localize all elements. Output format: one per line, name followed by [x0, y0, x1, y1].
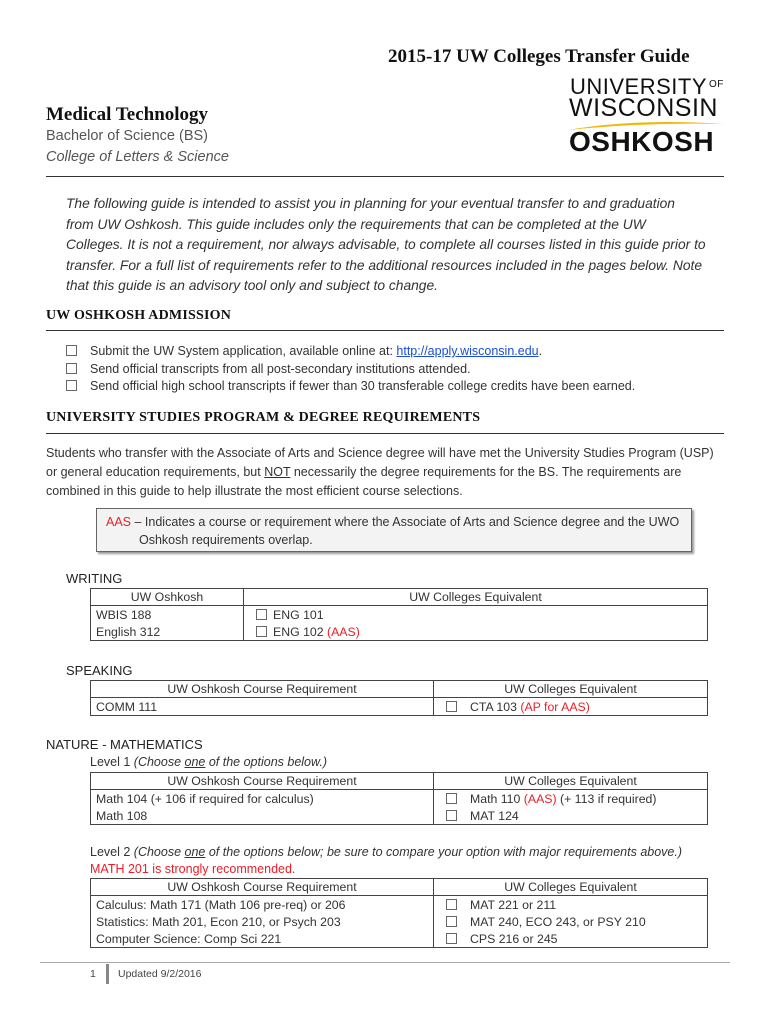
level2-label: Level 2 (Choose one of the options below; be sure to compare your option with major requirements above.): [90, 845, 683, 859]
table-row: English 312 ENG 102 (AAS): [91, 623, 708, 641]
intro-paragraph: The following guide is intended to assist you in planning for your eventual transfer to and graduation from UW Oshkosh. This guide includes only the requirements that can be completed at the UW Colleges. It is not a requirement, nor always advisable, to complete all courses listed in this guide prior to transfer. For a full list of requirements refer to the additional resources included in the pages below. Note that this guide is an advisory tool only and subject to change.: [66, 196, 706, 294]
checkbox-icon[interactable]: [446, 810, 457, 821]
admission-item: Send official high school transcripts if fewer than 30 transferable college credits have been earned.: [66, 378, 635, 396]
column-header: UW Oshkosh Course Requirement: [91, 773, 434, 790]
updated-date: Updated 9/2/2016: [118, 968, 202, 980]
program-degree: Bachelor of Science (BS): [46, 128, 208, 144]
apply-link[interactable]: http://apply.wisconsin.edu: [396, 344, 539, 358]
guide-title: 2015-17 UW Colleges Transfer Guide: [388, 46, 690, 67]
math-level2-table: [90, 878, 708, 948]
page-number: 1: [90, 968, 96, 980]
admission-list: [66, 343, 635, 396]
writing-table: [90, 588, 708, 641]
speaking-table: [90, 680, 708, 716]
column-header: UW Oshkosh: [91, 589, 244, 606]
program-title: Medical Technology: [46, 104, 209, 125]
aas-tag: AAS: [106, 515, 132, 529]
admission-item: Send official transcripts from all post-secondary institutions attended.: [66, 361, 635, 379]
not-emphasis: NOT: [264, 465, 291, 479]
checkbox-icon[interactable]: [66, 345, 77, 356]
admission-item: Submit the UW System application, available online at: http://apply.wisconsin.edu.: [66, 343, 635, 361]
logo-line-wisconsin: WISCONSIN: [569, 94, 718, 122]
checkbox-icon[interactable]: [446, 899, 457, 910]
checkbox-icon[interactable]: [446, 793, 457, 804]
checkbox-icon[interactable]: [66, 380, 77, 391]
checkbox-icon[interactable]: [446, 933, 457, 944]
column-header: UW Oshkosh Course Requirement: [91, 879, 434, 896]
table-row: Math 108 MAT 124: [91, 807, 708, 825]
table-row: WBIS 188 ENG 101: [91, 606, 708, 624]
admission-divider: [46, 330, 724, 331]
usp-divider: [46, 433, 724, 434]
column-header: UW Colleges Equivalent: [434, 879, 708, 896]
math-level1-table: [90, 772, 708, 825]
table-row: Math 104 (+ 106 if required for calculus) Math 110 (AAS) (+ 113 if required): [91, 790, 708, 808]
logo-line-university: UNIVERSITY: [570, 74, 708, 99]
checkbox-icon[interactable]: [446, 916, 457, 927]
level2-recommendation: MATH 201 is strongly recommended.: [90, 862, 296, 876]
writing-title: WRITING: [66, 571, 123, 586]
table-row: Calculus: Math 171 (Math 106 pre-req) or 206 MAT 221 or 211: [91, 896, 708, 914]
column-header: UW Oshkosh Course Requirement: [91, 681, 434, 698]
logo-of: OF: [709, 79, 724, 90]
table-row: Computer Science: Comp Sci 221 CPS 216 or 245: [91, 930, 708, 948]
usp-title: UNIVERSITY STUDIES PROGRAM & DEGREE REQUIREMENTS: [46, 410, 481, 425]
footer-bar: [106, 964, 109, 984]
uw-oshkosh-logo: [566, 74, 726, 166]
usp-paragraph: Students who transfer with the Associate of Arts and Science degree will have met the University Studies Program (USP) or general education requirements, but NOT necessarily the degree requirements for the BS. The requirements are combined in this guide to help illustrate the most efficient course selections.: [46, 446, 714, 498]
program-college: College of Letters & Science: [46, 149, 229, 165]
aas-note-box: AAS – Indicates a course or requirement where the Associate of Arts and Science degree and the UWO Oshkosh requirements overlap.: [96, 508, 692, 552]
level1-label: Level 1 (Choose one of the options below.): [90, 755, 327, 769]
column-header: UW Colleges Equivalent: [434, 773, 708, 790]
header-divider: [46, 176, 724, 177]
table-row: Statistics: Math 201, Econ 210, or Psych 203 MAT 240, ECO 243, or PSY 210: [91, 913, 708, 930]
math-title: NATURE - MATHEMATICS: [46, 737, 203, 752]
column-header: UW Colleges Equivalent: [244, 589, 708, 606]
table-row: COMM 111 CTA 103 (AP for AAS): [91, 698, 708, 716]
checkbox-icon[interactable]: [446, 701, 457, 712]
admission-title: UW OSHKOSH ADMISSION: [46, 308, 232, 323]
speaking-title: SPEAKING: [66, 663, 133, 678]
checkbox-icon[interactable]: [66, 363, 77, 374]
logo-line-oshkosh: OSHKOSH: [569, 126, 715, 157]
checkbox-icon[interactable]: [256, 609, 267, 620]
checkbox-icon[interactable]: [256, 626, 267, 637]
column-header: UW Colleges Equivalent: [434, 681, 708, 698]
footer-divider: [40, 962, 730, 963]
